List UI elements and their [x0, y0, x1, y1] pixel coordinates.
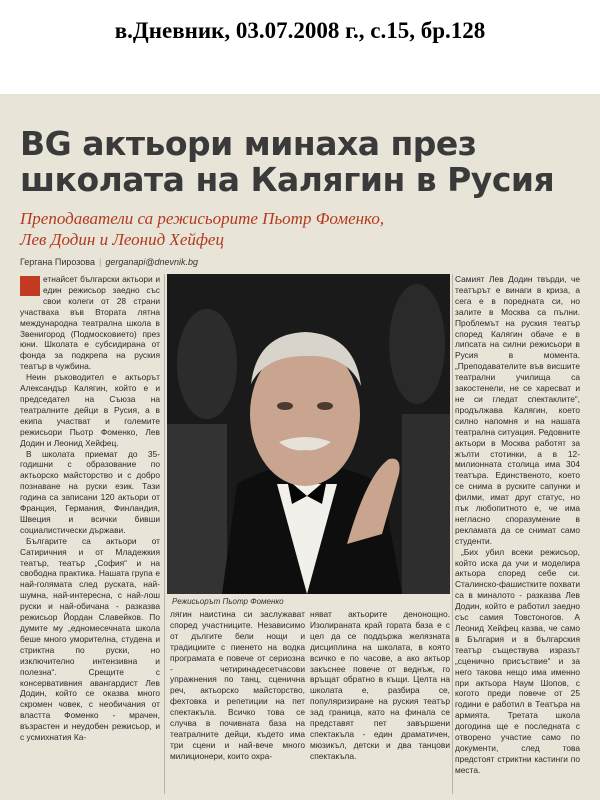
newspaper-clipping: [0, 94, 600, 800]
photo-pyotr-fomenko: [167, 274, 450, 594]
paragraph-6: няват актьорите денонощно. Изолираната край гората база е с цел да се поддържа желязната дисциплина на школата, в която всичко е по часове, а ако актьор закъснее повече от веднъж, го връщат обратно в къщи. Целта на школата е, разбира се, популяризиране на руския театър зад граница, като на финала се представят пет завършени спектакъла - един драматичен, мюзикъл, детски и два танцови спектакъла.: [310, 609, 450, 761]
portrait-illustration: [167, 274, 450, 594]
paragraph-8: „Бих убил всеки режисьор, който иска да учи и моделира актьора според себе си. Сталинско-фашистките похвати са в миналото - разказва Лев Додин, който е работил заедно със самия Товстоногов. А Леонид Хейфец казва, че само в България и в българския театър съществува изразът „сценично присъствие“ и за него такова нещо има именно при актьора Наум Шопов, с когото преди повече от 25 години е работил в Театъра на армията. Третата школа догодина ще е последната с отворено участие само по документи, след това предстоят стриктни кастинги по места.: [455, 546, 580, 775]
article-column-middle-2: [310, 609, 450, 799]
photo-caption: Режисьорът Пьотр Фоменко: [172, 597, 284, 606]
drop-cap: [20, 276, 40, 296]
subhead-line-2: Лев Додин и Леонид Хейфец: [20, 230, 224, 249]
paragraph-1: [20, 274, 160, 372]
paragraph-3: В школата приемат до 35-годишни с образование по актьорско майсторство и с добро познаване на руски език. Тази година са записани 120 актьори от Франция, Германия, Финландия, Швеция и всички бивши социалистически държави.: [20, 448, 160, 535]
subheadline: [20, 208, 580, 250]
paragraph-7: Самият Лев Додин твърди, че театърът е винаги в криза, а сега е в поредната си, но залите в Москва са пълни. Проблемът на руския театър според Калягин обаче е в липсата на силни режисьори в Русия в момента. „Преподавателите във висшите театрални училища са закостенели, не се харесват и не си гледат спектаклите“, продължава Калягин, което силно напомня и на нашата театрална ситуация. Редовните актьори в Москва работят за жълти стотинки, а в 12-милионната столица има 304 театъра. Единственото, което се снима в руските сапунки и филми, имат друг статус, но пък любопитното е, че има негласно споразумение в рекламата да се снимат само студенти.: [455, 274, 580, 546]
paragraph-2: Неин ръководител е актьорът Александър Калягин, който е и председател на Съюза на театралните дейци в Русия, а в екипа участват и големите режисьори Пьотр Фоменко, Лев Додин и Леонид Хейфец.: [20, 372, 160, 448]
author-email: gerganapi@dnevnik.bg: [105, 257, 199, 267]
article-column-left: [20, 274, 160, 794]
byline-separator: |: [98, 257, 102, 267]
paragraph-5: лягин наистина си заслужават според участниците. Независимо от дългите бели нощи и традициите с пиенето на водка програмата е повече от сериозна - четиринадесетчасови упражнения по танц, сценична реч, актьорско майсторство, фехтовка и репетиции на пет спектакъла. Всичко това се случва в почивната база на театралните дейци, където има три сцени и най-вече много милиционери, които охра-: [170, 609, 305, 761]
article-column-right: [455, 274, 580, 794]
byline: [20, 257, 198, 267]
source-line: в.Дневник, 03.07.2008 г., с.15, бр.128: [114, 18, 486, 43]
headline-line-1: BG актьори минаха през: [20, 124, 477, 163]
subhead-line-1: Преподаватели са режисьорите Пьотр Фоменко,: [20, 209, 385, 228]
paragraph-4: Българите са актьори от Сатиричния и от Младежкия театър, театър „София“ и на свободна практика. Нашата група е най-голямата след руската, най-шумна, най-интересна, с най-лош руски и най-обичана - разказва режисьор Йордан Славейков. По думите му „едномесечната школа беше много уморителна, студена и стриктна по руски, но изключително интензивна и полезна“. Срещите с консервативния авангардист Лев Додин, който се оказва много скромен човек, с необичания от властта Фоменко - мрачен, възрастен и неудобен режисьор, и с усмихнатия Ка-: [20, 535, 160, 743]
column-divider: [164, 274, 165, 794]
author-name: Гергана Пирозова: [20, 257, 95, 267]
column-divider: [452, 274, 453, 794]
paragraph-1-text: етнайсет български актьори и един режисьор заедно със свои колеги от 28 страни участваха във Втората лятна международна театрална школа в Звенигород (Подмосковието) през юни. Школата е субсидирана от фонда за подкрепа на руския театър в чужбина.: [20, 274, 160, 372]
headline-line-2: школата на Калягин в Русия: [20, 160, 555, 199]
headline: [20, 126, 580, 198]
article-column-middle-1: [170, 609, 305, 799]
